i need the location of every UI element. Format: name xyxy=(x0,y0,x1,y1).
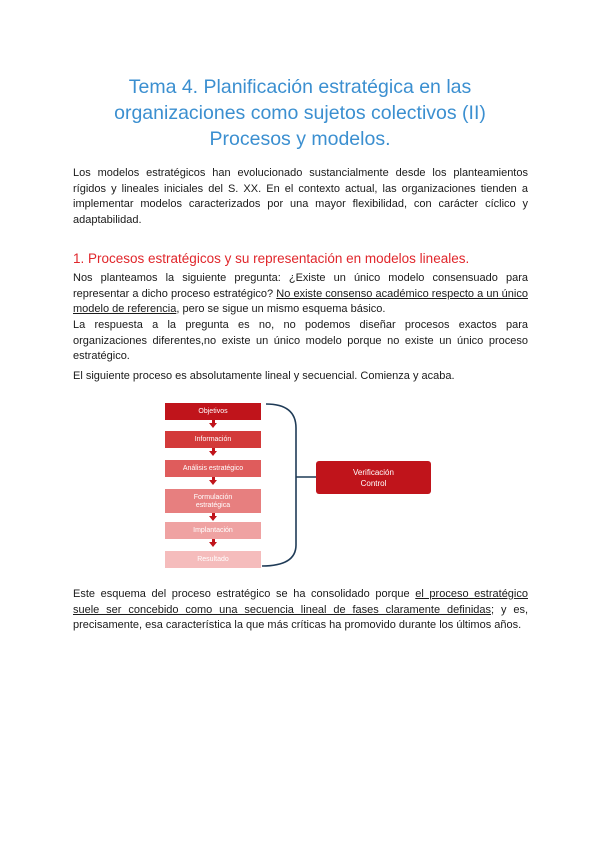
control-label: Control xyxy=(360,478,387,488)
conclusion-text-end: ; y es, precisamente, esa característica la que más críticas ha promovido durante los últimos años. xyxy=(73,603,528,631)
step-label-3: Análisis estratégico xyxy=(182,464,244,472)
conclusion-text: Este esquema del proceso estratégico se ha consolidado porque xyxy=(73,588,416,600)
verification-label: Verificación xyxy=(353,467,394,477)
step-label-6: Resultado xyxy=(197,555,229,563)
step-label-5: Implantación xyxy=(193,526,233,534)
answer-paragraph: La respuesta a la pregunta es no, no podemos diseñar procesos exactos para organizaciones diferentes,no existe un único modelo porque no existe un único proceso estratégico. xyxy=(73,319,528,362)
question-text: Nos planteamos la siguiente pregunta: ¿Existe un único modelo consensuado para representar a dicho proceso estratégico? xyxy=(73,272,528,300)
title-line-3: Procesos y modelos. xyxy=(209,128,391,150)
step-label-1: Objetivos xyxy=(198,407,228,415)
question-underlined-answer: No existe consenso académico respecto a un único modelo de referencia xyxy=(73,287,528,315)
step-label-2: Información xyxy=(194,435,232,443)
conclusion-paragraph xyxy=(73,587,528,634)
intro-paragraph: Los modelos estratégicos han evolucionado sustancialmente desde los planteamientos rígidos y lineales iniciales del S. XX. En el contexto actual, las organizaciones tienden a implementar modelos caracterizados por una mayor flexibilidad, con carácter cíclico y adaptabilidad. xyxy=(73,167,528,226)
question-text-end: , pero se sigue un mismo esquema básico. xyxy=(176,303,386,315)
title-line-2: organizaciones como sujetos colectivos (II) xyxy=(114,102,486,124)
linear-process-paragraph: El siguiente proceso es absolutamente lineal y secuencial. Comienza y acaba. xyxy=(73,370,455,382)
verification-control-box xyxy=(316,461,431,494)
section-heading: 1. Procesos estratégicos y su representación en modelos lineales. xyxy=(73,251,470,266)
feedback-bracket xyxy=(262,404,296,566)
conclusion-underlined: el proceso estratégico suele ser concebido como una secuencia lineal de fases claramente definidas xyxy=(73,588,528,616)
step-label-4: Formulación estratégica xyxy=(193,494,233,509)
title-line-1: Tema 4. Planificación estratégica en las xyxy=(128,76,472,98)
